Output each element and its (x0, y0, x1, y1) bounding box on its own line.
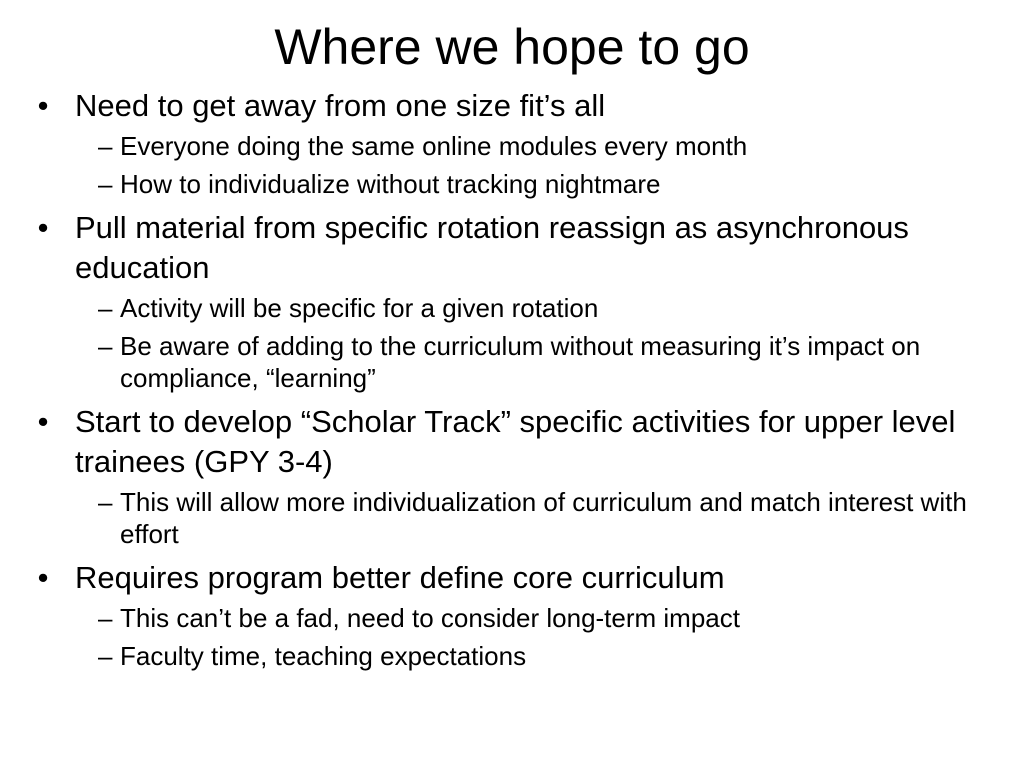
sub-bullet-list (75, 130, 984, 200)
bullet-list (0, 86, 1024, 672)
sub-bullet-marker: – (98, 641, 113, 671)
sub-bullet-list (75, 486, 984, 550)
bullet-item (0, 86, 1024, 200)
sub-bullet-text: How to individualize without tracking nightmare (120, 169, 661, 199)
sub-bullet-text: Be aware of adding to the curriculum without measuring it’s impact on compliance, “learning” (120, 331, 921, 393)
bullet-text: Pull material from specific rotation reassign as asynchronous education (75, 210, 909, 285)
bullet-text: Need to get away from one size fit’s all (75, 88, 606, 123)
bullet-item (0, 558, 1024, 672)
slide-title: Where we hope to go (274, 19, 750, 75)
sub-bullet-marker: – (98, 293, 113, 323)
bullet-marker: • (37, 210, 49, 245)
bullet-marker: • (37, 88, 49, 123)
sub-bullet-marker: – (98, 331, 113, 361)
sub-bullet-item (75, 640, 984, 672)
sub-bullet-item (75, 168, 984, 200)
sub-bullet-list (75, 292, 984, 394)
bullet-marker: • (37, 404, 49, 439)
bullet-text: Requires program better define core curriculum (75, 560, 725, 595)
sub-bullet-text: Everyone doing the same online modules every month (120, 131, 748, 161)
sub-bullet-item (75, 130, 984, 162)
sub-bullet-marker: – (98, 487, 113, 517)
sub-bullet-item (75, 486, 984, 550)
bullet-item (0, 402, 1024, 550)
sub-bullet-marker: – (98, 169, 113, 199)
sub-bullet-text: This can’t be a fad, need to consider long-term impact (120, 603, 740, 633)
sub-bullet-list (75, 602, 984, 672)
bullet-item (0, 208, 1024, 394)
sub-bullet-item (75, 330, 984, 394)
sub-bullet-text: Activity will be specific for a given rotation (120, 293, 599, 323)
sub-bullet-text: This will allow more individualization of curriculum and match interest with effort (120, 487, 967, 549)
sub-bullet-marker: – (98, 603, 113, 633)
sub-bullet-text: Faculty time, teaching expectations (120, 641, 527, 671)
sub-bullet-item (75, 602, 984, 634)
sub-bullet-marker: – (98, 131, 113, 161)
sub-bullet-item (75, 292, 984, 324)
bullet-text: Start to develop “Scholar Track” specific activities for upper level trainees (GPY 3-4) (75, 404, 956, 479)
bullet-marker: • (37, 560, 49, 595)
